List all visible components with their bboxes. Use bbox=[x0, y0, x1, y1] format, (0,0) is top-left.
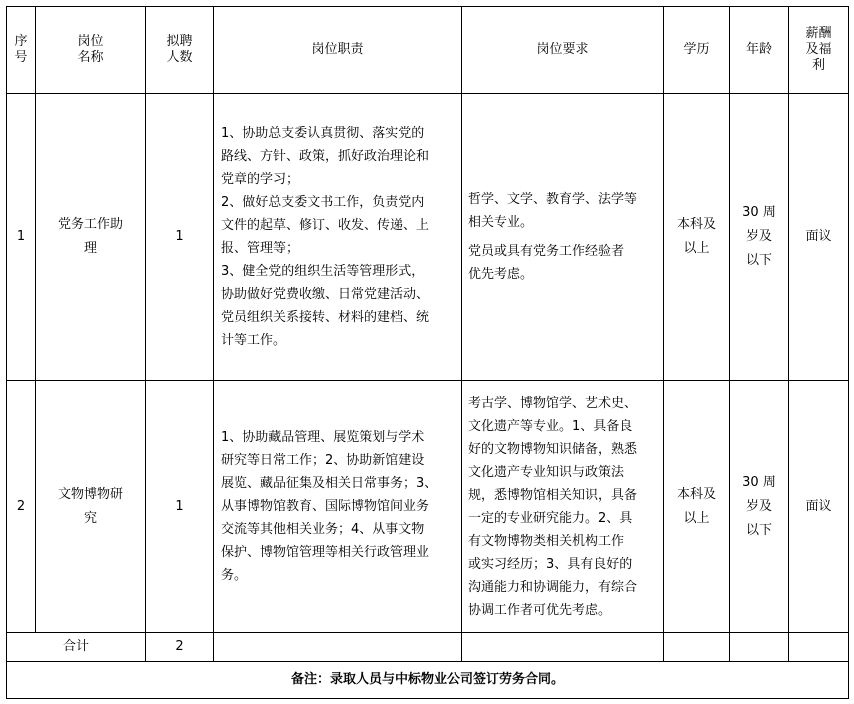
footnote: 备注：录取人员与中标物业公司签订劳务合同。 bbox=[7, 662, 849, 699]
empty-cell bbox=[789, 633, 849, 662]
row-age: 30 周 岁及 以下 bbox=[730, 381, 789, 633]
row-duties: 1、协助藏品管理、展览策划与学术 研究等日常工作；2、协助新馆建设 展览、藏品征集及相关日常事务；3、 从事博物馆教育、国际博物馆间业务 交流等其他相关业务；4、从事文物 保护、博物馆管理等相关行政管理业 务。 bbox=[214, 381, 462, 633]
row-index: 1 bbox=[7, 94, 36, 381]
note-row bbox=[7, 662, 849, 699]
header-row bbox=[7, 7, 849, 94]
header-index: 序 号 bbox=[7, 7, 36, 94]
table-row bbox=[7, 94, 849, 381]
total-count: 2 bbox=[146, 633, 214, 662]
empty-cell bbox=[214, 633, 462, 662]
row-position: 文物博物研 究 bbox=[36, 381, 146, 633]
empty-cell bbox=[462, 633, 664, 662]
header-count: 拟聘 人数 bbox=[146, 7, 214, 94]
total-label: 合计 bbox=[7, 633, 146, 662]
row-age: 30 周 岁及 以下 bbox=[730, 94, 789, 381]
total-row bbox=[7, 633, 849, 662]
header-requirements: 岗位要求 bbox=[462, 7, 664, 94]
table-row bbox=[7, 381, 849, 633]
header-salary: 薪酬 及福 利 bbox=[789, 7, 849, 94]
row-position: 党务工作助 理 bbox=[36, 94, 146, 381]
header-duties: 岗位职责 bbox=[214, 7, 462, 94]
row-education: 本科及 以上 bbox=[664, 381, 730, 633]
header-age: 年龄 bbox=[730, 7, 789, 94]
empty-cell bbox=[664, 633, 730, 662]
recruitment-table bbox=[6, 6, 849, 699]
row-salary: 面议 bbox=[789, 94, 849, 381]
row-count: 1 bbox=[146, 381, 214, 633]
row-index: 2 bbox=[7, 381, 36, 633]
row-education: 本科及 以上 bbox=[664, 94, 730, 381]
header-education: 学历 bbox=[664, 7, 730, 94]
header-position: 岗位 名称 bbox=[36, 7, 146, 94]
row-salary: 面议 bbox=[789, 381, 849, 633]
row-count: 1 bbox=[146, 94, 214, 381]
empty-cell bbox=[730, 633, 789, 662]
row-requirements: 哲学、文学、教育学、法学等 相关专业。 党员或具有党务工作经验者 优先考虑。 bbox=[462, 94, 664, 381]
row-requirements: 考古学、博物馆学、艺术史、 文化遗产等专业。1、具备良 好的文物博物知识储备，熟悉 文化遗产专业知识与政策法 规，悉博物馆相关知识，具备 一定的专业研究能力。2、具 有文物博物类相关机构工作 或实习经历；3、具有良好的 沟通能力和协调能力，有综合 协调工作者可优先考虑。 bbox=[462, 381, 664, 633]
row-duties: 1、协助总支委认真贯彻、落实党的 路线、方针、政策，抓好政治理论和 党章的学习； 2、做好总支委文书工作，负责党内 文件的起草、修订、收发、传递、上 报、管理等； 3、健全党的组织生活等管理形式， 协助做好党费收缴、日常党建活动、 党员组织关系接转、材料的建档、统 计等工作。 bbox=[214, 94, 462, 381]
